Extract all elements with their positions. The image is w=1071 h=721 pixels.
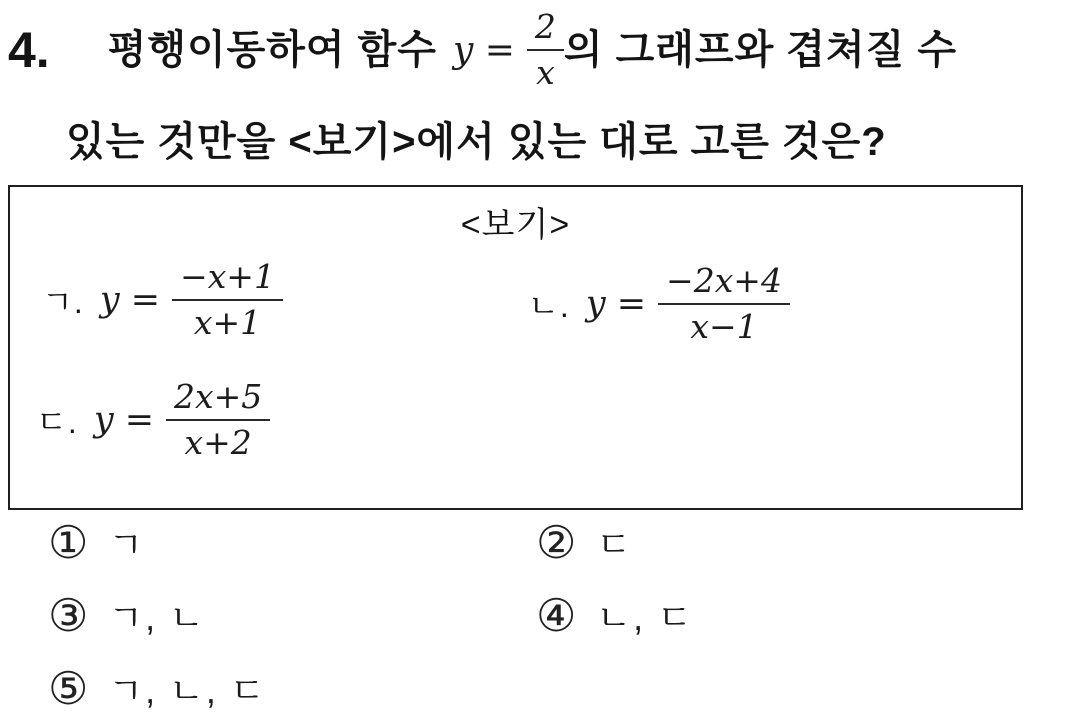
choice-5-label: ㄱ, ㄴ, ㄷ — [108, 669, 267, 711]
choice-option-5[interactable] — [48, 662, 536, 714]
bogi-item-d-fraction — [166, 377, 270, 462]
question-number: 4. — [8, 22, 50, 78]
bogi-box — [8, 185, 1023, 510]
bogi-item-d-label: ㄷ. — [36, 403, 78, 440]
bogi-item-d-lhs: y = — [93, 399, 155, 440]
question-line-2: 있는 것만을 <보기>에서 있는 대로 고른 것은? — [66, 120, 887, 164]
bogi-item-g-fraction — [172, 257, 283, 342]
bogi-item-d — [36, 377, 270, 462]
bogi-box-title: <보기> — [460, 206, 571, 244]
formula-lhs: y = — [452, 29, 515, 71]
choice-4-circled-number-icon: ④ — [536, 588, 577, 642]
choice-3-circled-number-icon: ③ — [48, 588, 89, 642]
fraction-numerator: −x+1 — [180, 257, 275, 296]
choice-option-4[interactable] — [536, 589, 1028, 641]
choice-option-2[interactable] — [536, 516, 1028, 568]
bogi-item-n-fraction — [658, 261, 790, 346]
bogi-item-g — [42, 257, 283, 342]
fraction-denominator: x−1 — [658, 303, 790, 347]
bogi-item-n — [528, 261, 790, 346]
fraction-denominator: x — [527, 49, 564, 93]
question-text-before-formula: 평행이동하여 함수 — [107, 28, 437, 72]
bogi-item-n-lhs: y = — [585, 283, 647, 324]
bogi-item-n-label: ㄴ. — [528, 287, 570, 324]
fraction-denominator: x+1 — [172, 299, 283, 343]
choice-option-1[interactable] — [48, 516, 536, 568]
choice-3-label: ㄱ, ㄴ — [108, 596, 206, 638]
choice-1-circled-number-icon: ① — [48, 515, 89, 569]
question-line-1 — [8, 2, 957, 98]
fraction-numerator: 2x+5 — [174, 377, 263, 416]
bogi-item-g-label: ㄱ. — [42, 283, 84, 320]
choice-2-label: ㄷ — [596, 523, 634, 565]
answer-choices — [48, 516, 1028, 714]
choice-2-circled-number-icon: ② — [536, 515, 577, 569]
question-text-after-formula: 의 그래프와 겹쳐질 수 — [563, 28, 957, 72]
formula-fraction — [527, 7, 564, 92]
choice-5-circled-number-icon: ⑤ — [48, 661, 89, 715]
fraction-numerator: 2 — [534, 7, 556, 47]
bogi-item-g-lhs: y = — [99, 279, 161, 320]
fraction-numerator: −2x+4 — [666, 261, 782, 300]
choice-option-3[interactable] — [48, 589, 536, 641]
choice-1-label: ㄱ — [108, 523, 146, 565]
fraction-denominator: x+2 — [166, 419, 270, 463]
choice-4-label: ㄴ, ㄷ — [596, 596, 694, 638]
